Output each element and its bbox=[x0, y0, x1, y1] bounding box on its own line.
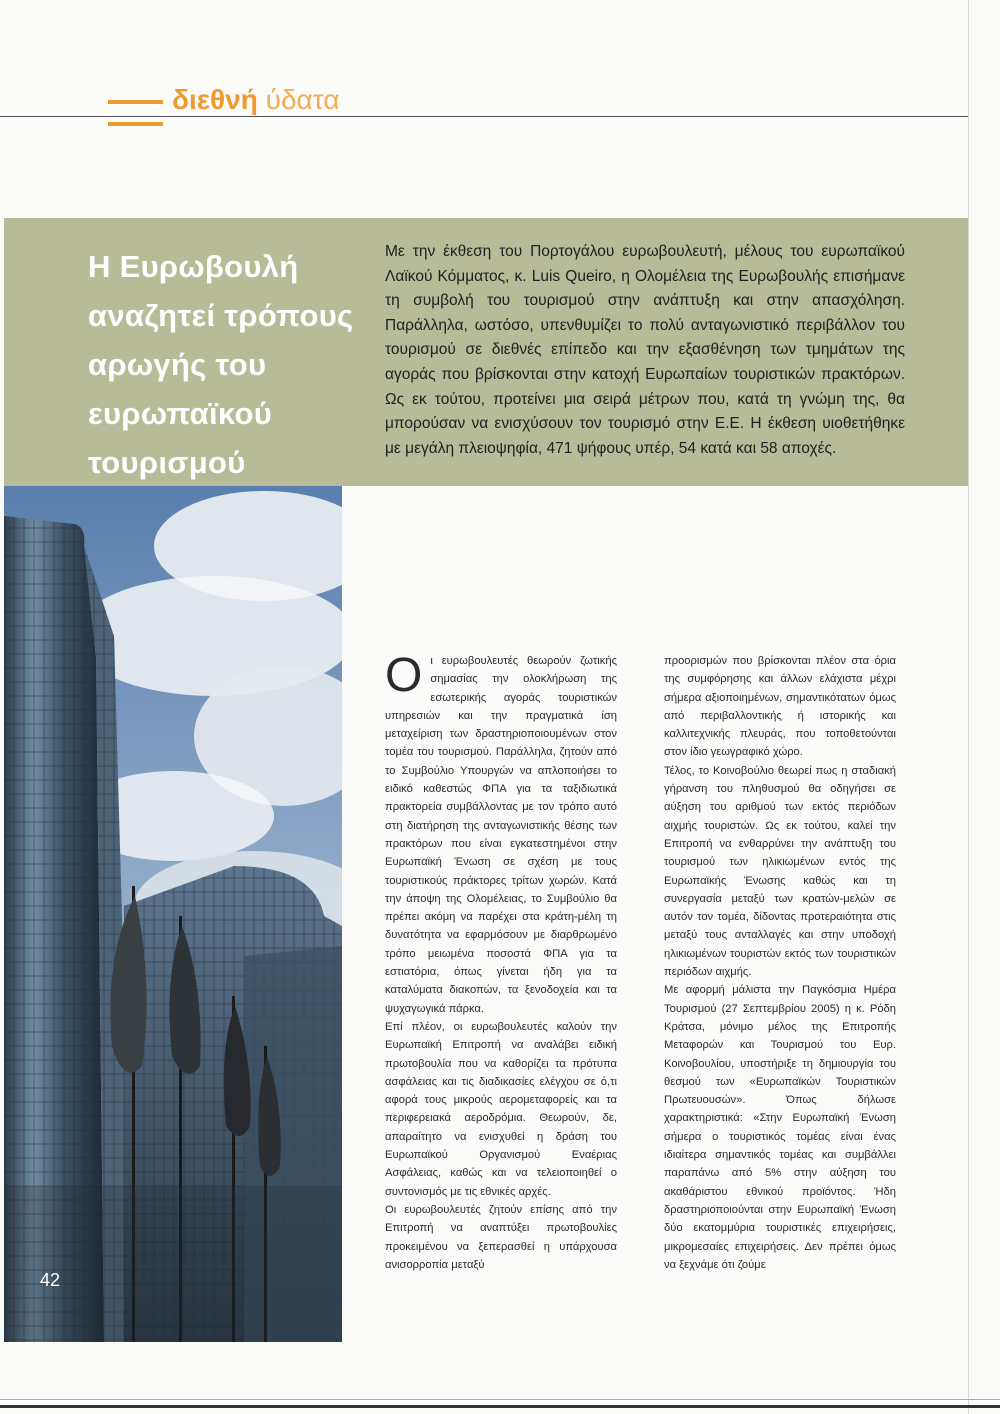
body-column-1 bbox=[385, 649, 617, 1274]
body-column-2 bbox=[664, 652, 896, 1274]
body-paragraph: Με αφορμή μάλιστα την Παγκόσμια Ημέρα Τουρισμού (27 Σεπτεμβρίου 2005) η κ. Ρόδη Κράτσα, μόνιμο μέλος της Επιτροπής Μεταφορών και Τουρισμού του Ευρ. Κοινοβουλίου, υποστήριξε τη δημιουργία του θεσμού των «Ευρωπαϊκών Τουριστικών Πρωτευουσών». Όπως δήλωσε χαρακτηριστικά: «Στην Ευρωπαϊκή Ένωση σήμερα ο τουριστικός τομέας είναι ένας ιδιαίτερα σημαντικός τομέας και συμβάλλει παραπάνω από 5% στην αύξηση του ακαθάριστου εθνικού προϊόντος. Ήδη δραστηριοποιούνται στην Ευρωπαϊκή Ένωση δύο εκατομμύρια τουριστικές επιχειρήσεις, μικρομεσαίες επιχειρήσεις. Δεν πρέπει όμως να ξεχνάμε ότι ζούμε bbox=[664, 984, 896, 1271]
drop-cap: Ο bbox=[385, 649, 423, 702]
body-paragraph: ι ευρωβουλευτές θεωρούν ζωτικής σημασίας την ολοκλήρωση της εσωτερικής αγοράς τουριστικών υπηρεσιών και την πραγματικά ίση μεταχείριση των δραστηριοποιουμένων στον τομέα του τουρισμού. Παράλληλα, ζητούν από το Συμβούλιο Υπουργών να απλοποιήσει το ειδικό καθεστώς ΦΠΑ για τα ταξιδιωτικά πρακτορεία συμβάλλοντας με τον τρόπο αυτό στη διατήρηση της ανταγωνιστικής θέσης των πρακτόρων που είναι εγκατεστημένοι στην Ευρωπαϊκή Ένωση σε σχέση με τους τουριστικούς πράκτορες τρίτων χωρών. Κατά την άποψη της Ολομέλειας, το Συμβούλιο θα πρέπει ακόμη να παρέχει στα κράτη-μέλη τη δυνατότητα να εφαρμόσουν με διαρθρωμένο τρόπο μειωμένα ποσοστά ΦΠΑ για τα εστιατόρια, όπως γίνεται ήδη για τα καταλύματα διακοπών, τα ξενοδοχεία και τα ψυχαγωγικά πάρκα. bbox=[385, 655, 617, 1015]
section-title-bold: διεθνή bbox=[172, 84, 258, 115]
section-title-light: ύδατα bbox=[265, 84, 340, 115]
parliament-building-photo bbox=[4, 486, 342, 1342]
body-paragraph: Επί πλέον, οι ευρωβουλευτές καλούν την Ευρωπαϊκή Επιτροπή να αναλάβει ειδική πρωτοβουλία που να καθορίζει τα πρότυπα ασφάλειας και τις διαδικασίες ελέγχου σε ό,τι αφορά τους μικρούς αερομεταφορείς και τα περιφερειακά αεροδρόμια. Θεωρούν, δε, απαραίτητο να ενισχυθεί η δράση του Ευρωπαϊκού Οργανισμού Εναέριας Ασφάλειας, καθώς και να τελειοποιηθεί ο συντονισμός με τις εθνικές αρχές. bbox=[385, 1020, 617, 1198]
body-paragraph: προορισμών που βρίσκονται πλέον στα όρια της συμφόρησης και άλλων ελάχιστα μέχρι σήμερα αξιοποιημένων, σημαντικότατων όμως από περιβαλλοντικής ή ιστορικής και καλλιτεχνικής πλευράς, που τοποθετούνται στον ίδιο γεωγραφικό χώρο. bbox=[664, 655, 896, 759]
header-rule bbox=[0, 116, 968, 117]
section-title bbox=[172, 84, 340, 116]
article-headline: Η Ευρωβουλή αναζητεί τρόπους αρωγής του ευρωπαϊκού τουρισμού bbox=[88, 249, 354, 480]
page-edge bbox=[968, 0, 969, 1414]
header-accent-bar-lower bbox=[108, 122, 163, 126]
footer-rule-thin bbox=[0, 1399, 1000, 1400]
article-lead: Με την έκθεση του Πορτογάλου ευρωβουλευτή, μέλους του ευρωπαϊκού Λαϊκού Κόμματος, κ. Luis Queiro, η Ολομέλεια της Ευρωβουλής επισήμανε τη συμβολή του τουρισμού στην ανάπτυξη και στην απασχόληση. Παράλληλα, ωστόσο, υπενθυμίζει το πολύ ανταγωνιστικό περιβάλλον του τουρισμού σε διεθνές επίπεδο και την εξασθένηση των τμημάτων της αγοράς που βρίσκονται στην κατοχή Ευρωπαίων τουριστικών πρακτόρων. Ως εκ τούτου, προτείνει μια σειρά μέτρων που, κατά τη γνώμη της, θα μπορούσαν να ενισχύσουν τον τουρισμό στην Ε.Ε. Η έκθεση υιοθετήθηκε με μεγάλη πλειοψηφία, 471 ψήφους υπέρ, 54 κατά και 58 αποχές. bbox=[385, 243, 905, 457]
section-header bbox=[0, 0, 968, 130]
body-paragraph: Οι ευρωβουλευτές ζητούν επίσης από την Επιτροπή να αναπτύξει πρωτοβουλίες προκειμένου να ξεπερασθεί η υπάρχουσα ανισορροπία μεταξύ bbox=[385, 1203, 617, 1271]
page-number: 42 bbox=[40, 1270, 61, 1290]
footer-rule bbox=[0, 1405, 1000, 1408]
body-paragraph: Τέλος, το Κοινοβούλιο θεωρεί πως η σταδιακή γήρανση του πληθυσμού θα οδηγήσει σε αύξηση του αριθμού των εκτός περιόδων αιχμής τουριστών. Ως εκ τούτου, καλεί την Επιτροπή να ενθαρρύνει την ανάπτυξη του τουρισμού των ηλικιωμένων εντός της Ευρωπαϊκής Ένωσης καθώς και τη συνεργασία μεταξύ των κρατών-μελών σε αυτόν τον τομέα, δίδοντας προτεραιότητα στις μεταξύ τους ανταλλαγές και στην υποδοχή ηλικιωμένων τουριστών εκτός των τουριστικών περιόδων αιχμής. bbox=[664, 764, 896, 979]
header-accent-bar bbox=[108, 100, 163, 104]
